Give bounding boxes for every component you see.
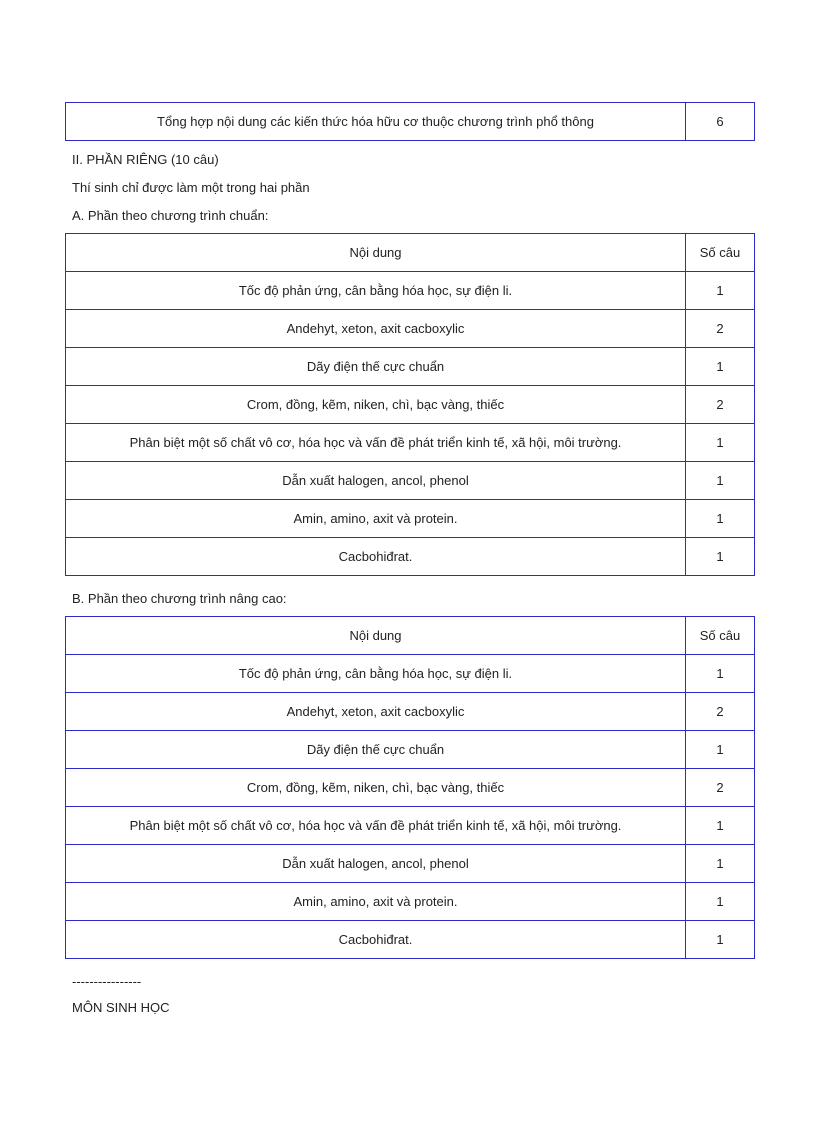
count-cell: 2 xyxy=(686,386,755,424)
content-cell: Phân biệt một số chất vô cơ, hóa học và vấn đề phát triển kinh tế, xã hội, môi trường. xyxy=(66,424,686,462)
table-row xyxy=(66,807,755,845)
count-cell: 1 xyxy=(686,424,755,462)
content-cell: Phân biệt một số chất vô cơ, hóa học và vấn đề phát triển kinh tế, xã hội, môi trường. xyxy=(66,807,686,845)
table-header-row xyxy=(66,617,755,655)
count-cell: 2 xyxy=(686,693,755,731)
count-cell: 1 xyxy=(686,807,755,845)
table-row xyxy=(66,845,755,883)
table-row xyxy=(66,424,755,462)
separator-line: ---------------- xyxy=(72,974,142,989)
count-cell: 1 xyxy=(686,883,755,921)
content-cell: Crom, đồng, kẽm, niken, chì, bạc vàng, thiếc xyxy=(66,769,686,807)
count-cell: 1 xyxy=(686,731,755,769)
header-content-cell: Nội dung xyxy=(66,617,686,655)
count-cell: 1 xyxy=(686,845,755,883)
table-header-row xyxy=(66,234,755,272)
next-subject-heading: MÔN SINH HỌC xyxy=(72,1000,170,1015)
section-title: II. PHẦN RIÊNG (10 câu) xyxy=(72,152,219,167)
table-row xyxy=(66,538,755,576)
count-cell: 1 xyxy=(686,655,755,693)
table-row xyxy=(66,500,755,538)
content-cell: Cacbohiđrat. xyxy=(66,921,686,959)
part-a-table xyxy=(65,233,755,576)
part-a-title: A. Phần theo chương trình chuẩn: xyxy=(72,208,269,223)
count-cell: 1 xyxy=(686,348,755,386)
instruction-text: Thí sinh chỉ được làm một trong hai phần xyxy=(72,180,310,195)
content-cell: Dẫn xuất halogen, ancol, phenol xyxy=(66,462,686,500)
table-row xyxy=(66,731,755,769)
summary-table xyxy=(65,102,755,141)
count-cell: 1 xyxy=(686,921,755,959)
table-row xyxy=(66,103,755,141)
count-cell: 2 xyxy=(686,769,755,807)
table-row xyxy=(66,462,755,500)
table-row xyxy=(66,769,755,807)
content-cell: Tốc độ phản ứng, cân bằng hóa học, sự điện li. xyxy=(66,655,686,693)
content-cell: Crom, đồng, kẽm, niken, chì, bạc vàng, thiếc xyxy=(66,386,686,424)
content-cell: Dẫn xuất halogen, ancol, phenol xyxy=(66,845,686,883)
table-row xyxy=(66,883,755,921)
part-b-title: B. Phần theo chương trình nâng cao: xyxy=(72,591,287,606)
table-row xyxy=(66,693,755,731)
content-cell: Andehyt, xeton, axit cacboxylic xyxy=(66,693,686,731)
header-count-cell: Số câu xyxy=(686,617,755,655)
content-cell: Amin, amino, axit và protein. xyxy=(66,500,686,538)
content-cell: Tổng hợp nội dung các kiến thức hóa hữu cơ thuộc chương trình phổ thông xyxy=(66,103,686,141)
table-row xyxy=(66,348,755,386)
content-cell: Dãy điện thế cực chuẩn xyxy=(66,348,686,386)
table-row xyxy=(66,921,755,959)
table-row xyxy=(66,310,755,348)
table-row xyxy=(66,386,755,424)
content-cell: Amin, amino, axit và protein. xyxy=(66,883,686,921)
count-cell: 1 xyxy=(686,538,755,576)
table-row xyxy=(66,272,755,310)
content-cell: Andehyt, xeton, axit cacboxylic xyxy=(66,310,686,348)
content-cell: Cacbohiđrat. xyxy=(66,538,686,576)
count-cell: 1 xyxy=(686,272,755,310)
header-content-cell: Nội dung xyxy=(66,234,686,272)
part-b-table xyxy=(65,616,755,959)
content-cell: Dãy điện thế cực chuẩn xyxy=(66,731,686,769)
count-cell: 1 xyxy=(686,462,755,500)
content-cell: Tốc độ phản ứng, cân bằng hóa học, sự điện li. xyxy=(66,272,686,310)
count-cell: 1 xyxy=(686,500,755,538)
header-count-cell: Số câu xyxy=(686,234,755,272)
table-row xyxy=(66,655,755,693)
count-cell: 6 xyxy=(686,103,755,141)
count-cell: 2 xyxy=(686,310,755,348)
